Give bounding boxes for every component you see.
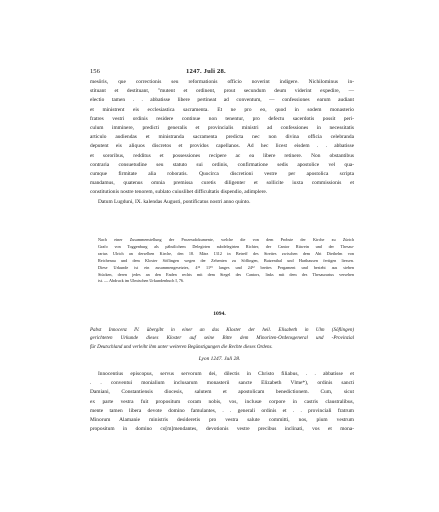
note-line: Diese Urkunde ist ein zusammengesetztes, 4¹² 11¹⁹ langes und 24¹² breites Pergament und besteht aus sieben bbox=[98, 264, 354, 270]
note-line: rarius Ulrich an derselben Kirche, den 18. März 1312 in Betreff des Streites zwischen dem Abt Diethelm von bbox=[98, 250, 354, 256]
text-line: deputent eis aliquos discretos et providos capellanos. Ad hec licest eisdem . . abbatisse bbox=[90, 143, 354, 150]
text-line: Innocentius episcopus, servus servorum dei, dilectis in Christo filiabus, . . abbatisse et bbox=[98, 371, 354, 377]
text-line: ex parte vestra fuit propositum coram nobis, vos, inclusæ corpore in castris claustralibus, bbox=[90, 398, 354, 405]
regest-line: Pabst Innocenz IV. übergibt in einer an das Kloster der heil. Elisabeth in Ulm (Söflingen) bbox=[90, 328, 354, 333]
regest-line: gerichteten Urkunde dieses Kloster auf seine Bitte dem Minoriten-Ordensgeneral und -Provinzial bbox=[90, 336, 354, 342]
text-line: stituant et destituant, "mutent et ordinent, prout secundum deum viderint expedire, — bbox=[90, 88, 354, 95]
source-note bbox=[98, 237, 354, 285]
text-line: electio tamen . . abbatisse libere pertineat ad conventum, — confessiones earum audiant bbox=[90, 97, 354, 104]
text-line: constitutionis nostre tenorem, sublato cuiuslibet difficultatis dispendio, adimplere. bbox=[90, 189, 268, 196]
header-date: 1247. Juli 28. bbox=[186, 68, 226, 75]
document-number: 1094. bbox=[213, 311, 226, 317]
text-line: . . conventui monialium inclusarum monasterii sancte Elizabeth Vlme*), ordinis sancti bbox=[90, 380, 354, 387]
note-line: Nach einer Zusammenstellung der Prozessdokumente, welche die von dem Probste der Kirche zu Zürich bbox=[98, 237, 354, 242]
text-line: fratres vestri ordinis residere continue non tenentur, pro defectu sacerdotis possit peri- bbox=[90, 115, 354, 122]
note-line: Reichenau und dem Kloster Söflingen wegen der Zehenten zu Söflingen, Butzenthal und Harthausen fertigen liessen. bbox=[98, 257, 354, 263]
text-line: propositum in domino co[m]mendantes, devotionis vestre precibus inclinati, vos et mona- bbox=[90, 426, 354, 433]
text-line: et ministrent eis ecclesiastica sacramenta. Et ne pro eo, quod in sodem monasterio bbox=[90, 106, 354, 113]
text-line: culum imminere, predicti generalis et provincialis ministri ad confessiones in necessitatis bbox=[90, 125, 354, 132]
datum-line: Datum Lugduni, IX. kalendas Augusti, pontificatus nostri anno quinto. bbox=[98, 198, 251, 205]
note-line: Stücken, deren jedes an den Enden rechts mit dem Siegel des Cantors, links mit dem des Thesaurarius versehen bbox=[98, 271, 354, 277]
charter-text bbox=[90, 370, 354, 434]
text-line: articulo audiendas et ministranda sacramenta predicta nec non divina officia celebranda bbox=[90, 134, 354, 141]
text-line: mesôris, que correctionis seu reformationis officio noverint indigere. Nichilominus in- bbox=[90, 79, 354, 85]
regest-summary bbox=[90, 327, 354, 352]
regest-line: für Deutschland und verleiht ihm unter weiteren Begünstigungen die Rechte dieses Ordens. bbox=[90, 344, 273, 350]
text-line: et sororibus, redditus et possessiones recipere ac ea libere retinere. Non obstantibus bbox=[90, 152, 354, 159]
text-line: mandamus, quatenus omnia premissa curetis diligenter et sollicite iuxta commissionis et bbox=[90, 180, 354, 187]
text-line: contraria consuetudine seu statuto sui ordinis, confirmatione sedis apostolice vel qua- bbox=[90, 161, 354, 168]
place-date: Lyon 1247. Juli 28. bbox=[198, 356, 241, 362]
note-line: ist. — Abdruck im Ulmischen Urkundenbuch I, 76. bbox=[98, 278, 185, 284]
text-line: Damiani, Constantiensis diocesis, salutem et apostolicam benedictionem. Cum, sicut bbox=[90, 389, 354, 396]
note-line: Grafo von Toggenburg als päbstlichem Delegirten subdelegirten Richter, der Cantor Rüwein und der Thesau- bbox=[98, 243, 354, 249]
text-line: Minorum Alamanie ministris desideretis pro vestra salute committi, nos, pium vestrum bbox=[90, 417, 354, 424]
text-line: cumque firmitate alia roboratis. Quocirca discretioni vestre per apostolica scripta bbox=[90, 171, 354, 178]
text-line: mente tamen libera devote domino famulantes, . . generali ordinis et . . provinciali fratrum bbox=[90, 407, 354, 414]
body-text-continuation bbox=[90, 78, 354, 207]
page-number: 156 bbox=[90, 68, 100, 75]
